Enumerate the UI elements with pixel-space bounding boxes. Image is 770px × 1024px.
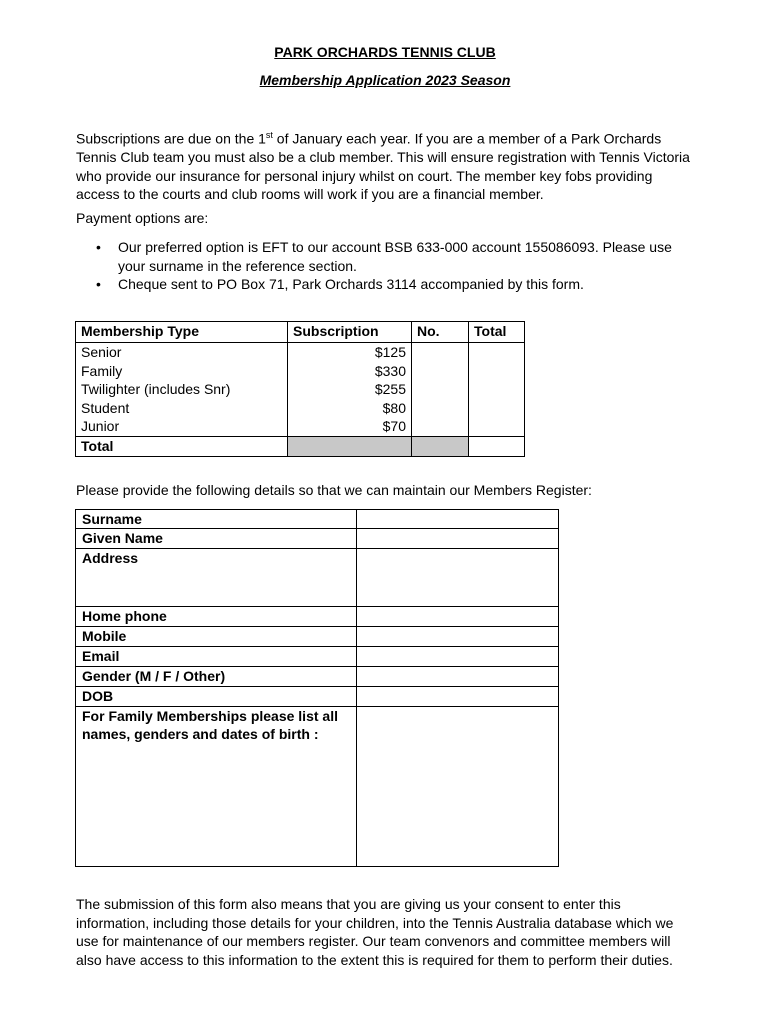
register-row-family (76, 707, 559, 867)
address-label: Address (76, 549, 357, 607)
header-total: Total (469, 322, 525, 343)
surname-label: Surname (76, 510, 357, 529)
gender-label: Gender (M / F / Other) (76, 667, 357, 687)
payment-heading: Payment options are: (76, 210, 209, 226)
shaded-cell (412, 436, 469, 456)
family-members-field[interactable] (357, 707, 559, 867)
payment-option-text: Cheque sent to PO Box 71, Park Orchards 3114 accompanied by this form. (118, 276, 584, 292)
home-phone-field[interactable] (357, 607, 559, 627)
register-row-surname (76, 510, 559, 529)
membership-type-family: Family (81, 362, 123, 379)
payment-options-list (76, 238, 696, 294)
email-label: Email (76, 647, 357, 667)
register-row-dob (76, 687, 559, 707)
price-twilighter: $255 (374, 381, 406, 397)
subscription-intro (76, 126, 696, 204)
subscription-prices-cell (288, 343, 412, 437)
payment-option-cheque (76, 275, 696, 294)
register-row-email (76, 647, 559, 667)
register-row-address (76, 549, 559, 607)
members-register-table (75, 509, 559, 867)
home-phone-label: Home phone (76, 607, 357, 627)
membership-table (75, 321, 525, 457)
number-entry-cell[interactable] (412, 343, 469, 437)
payment-option-eft (76, 238, 696, 275)
consent-paragraph: The submission of this form also means that you are giving us your consent to enter this information, including those details for your children, into the Tennis Australia database which we use for maintenance of our members register. Our team convenors and committee members will also have access to this information to the extent this is required for them to perform their duties. (76, 896, 674, 968)
header-number: No. (412, 322, 469, 343)
given-name-label: Given Name (76, 529, 357, 549)
surname-field[interactable] (357, 510, 559, 529)
bullet-icon: • (96, 276, 101, 292)
ordinal-suffix: st (265, 130, 273, 140)
total-entry-cell[interactable] (469, 343, 525, 437)
mobile-field[interactable] (357, 627, 559, 647)
price-senior: $125 (374, 344, 406, 360)
membership-type-senior: Senior (81, 344, 122, 360)
membership-table-header (76, 322, 525, 343)
header-membership-type: Membership Type (76, 322, 288, 343)
register-row-mobile (76, 627, 559, 647)
address-field[interactable] (357, 549, 559, 607)
intro-text-rest: of January each year. If you are a member of a Park Orchards Tennis Club team you must also be a club member. This will ensure registration with Tennis Victoria who provide our insurance for personal injury whilst on court. The member key fobs providing access to the courts and club rooms will work if you are a financial member. (76, 130, 690, 203)
total-label: Total (76, 436, 288, 456)
email-field[interactable] (357, 647, 559, 667)
membership-total-row (76, 436, 525, 456)
membership-type-student: Student (81, 399, 130, 416)
club-title: PARK ORCHARDS TENNIS CLUB (274, 44, 496, 60)
register-row-given-name (76, 529, 559, 549)
header-subscription: Subscription (288, 322, 412, 343)
payment-option-text: Our preferred option is EFT to our account BSB 633-000 account 155086093. Please use your surname in the reference section. (118, 239, 672, 274)
register-intro: Please provide the following details so that we can maintain our Members Register: (76, 482, 592, 498)
price-student: $80 (382, 399, 406, 416)
register-row-home-phone (76, 607, 559, 627)
membership-type-twilighter: Twilighter (includes Snr) (81, 381, 231, 397)
intro-text-start: Subscriptions are due on the 1 (76, 130, 266, 147)
shaded-cell (288, 436, 412, 456)
price-junior: $70 (382, 418, 406, 434)
membership-types-cell (76, 343, 288, 437)
membership-table-body (76, 343, 525, 437)
register-row-gender (76, 667, 559, 687)
given-name-field[interactable] (357, 529, 559, 549)
mobile-label: Mobile (76, 627, 357, 647)
grand-total-cell[interactable] (469, 436, 525, 456)
form-subtitle: Membership Application 2023 Season (259, 72, 511, 88)
dob-label: DOB (76, 687, 357, 707)
gender-field[interactable] (357, 667, 559, 687)
price-family: $330 (374, 362, 406, 379)
bullet-icon: • (96, 239, 101, 255)
dob-field[interactable] (357, 687, 559, 707)
family-members-label: For Family Memberships please list all names, genders and dates of birth : (76, 707, 357, 867)
membership-type-junior: Junior (81, 418, 120, 434)
